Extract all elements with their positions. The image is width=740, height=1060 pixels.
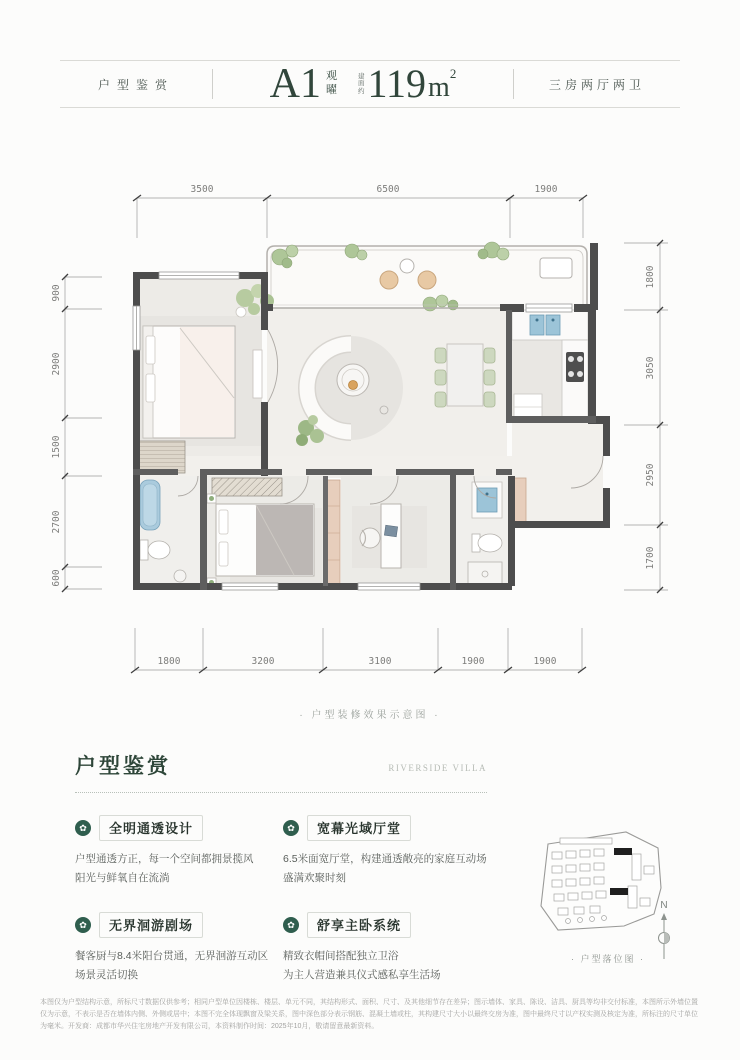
wardrobe-icon [327,480,340,586]
feature-item-2 [283,815,495,889]
feature-4-head [283,912,495,938]
dim-bottom-1: 1800 [157,656,181,667]
header-left-label: 户型鉴赏 [97,77,174,92]
feature-3-line1: 餐客厨与8.4米阳台贯通，无界洄游互动区 [75,949,269,962]
dining-furniture [435,344,495,407]
header-unit-info [213,63,513,105]
rosette-icon: ✿ [75,820,91,836]
dim-bottom-5: 1900 [533,656,557,667]
feature-4-line1: 精致衣帽间搭配独立卫浴 [283,949,399,962]
dim-right-4: 1700 [645,546,656,570]
dim-left-5: 600 [51,569,62,587]
highlighted-building [610,888,628,895]
dim-bottom-2: 3200 [251,656,275,667]
area-unit-letter: m [428,71,450,103]
feature-item-3 [75,912,280,986]
section-subtitle: RIVERSIDE VILLA [388,763,487,773]
header-right-label: 三房两厅两卫 [548,77,645,92]
dim-right-2: 3050 [645,356,656,380]
dim-right-1: 1800 [645,265,656,289]
area-prefix-char2: 面 [358,80,365,88]
dim-top-3: 1900 [534,184,558,195]
compass-n-label: N [660,900,668,911]
feature-1-line2: 阳光与鲜氧自在流淌 [75,872,170,885]
disclaimer-text: 本图仅为户型结构示意，所标尺寸数据仅供参考；相同户型单位因楼栋、楼层、单元不同，其结构形式、面积、尺寸、及其他细节存在差异；图示墙体、家具、陈设、洁具、厨具等均非交付标准，本图所示外墙位置仅为示意，不表示是否在墙体内侧、外侧或居中；本图不完全体现飘窗及梁关系，图中深色部分表示钢筋、混凝土墙或柱，其构建尺寸大小以最终交房为准，图中最终尺寸以产权实测及核定为准，所标注的尺寸单位为毫米。开发商：成都市华兴住宅房地产开发有限公司，本资料制作时间：2025年10月，敬请留意最新资料。 [40,999,698,1030]
area-unit [428,67,456,102]
feature-3-head [75,912,280,938]
feature-2-title: 宽幕光域厅堂 [307,815,411,841]
dim-top-1: 3500 [190,184,214,195]
rosette-icon: ✿ [283,917,299,933]
feature-item-4 [283,912,495,986]
dim-left-1: 900 [51,284,62,302]
rosette-icon: ✿ [75,917,91,933]
dim-left-4: 2700 [51,510,62,534]
feature-list [75,815,495,986]
area-prefix-char3: 约 [358,87,365,95]
feature-item-1 [75,815,280,889]
unit-name-char2: 曜 [326,84,339,96]
feature-1-title: 全明通透设计 [99,815,203,841]
area-unit-sup: 2 [449,65,457,81]
floorplan-caption: · 户型装修效果示意图 · [299,710,441,721]
compass-icon [650,911,678,963]
section-head [75,750,487,793]
feature-3-title: 无界洄游剧场 [99,912,203,938]
feature-3-line2: 场景灵活切换 [75,969,138,982]
feature-4-title: 舒享主卧系统 [307,912,411,938]
dim-bottom-3: 3100 [368,656,392,667]
feature-2-line1: 6.5米面宽厅堂，构建通透敞亮的家庭互动场 [283,853,487,865]
feature-4-line2: 为主人营造兼具仪式感私享生活场 [283,969,441,982]
siteplan-caption: · 户型落位图 · [571,954,645,964]
dim-right-3: 2950 [645,463,656,487]
section-title: 户型鉴赏 [75,754,171,778]
feature-1-line1: 户型通透方正，每一个空间都拥景揽风 [75,853,254,865]
feature-3-text [75,947,280,986]
area-prefix-char1: 建 [358,72,365,80]
study-furniture [352,504,427,568]
header-bar [60,60,680,108]
dim-left-2: 2900 [51,352,62,376]
unit-name-char1: 观 [326,70,339,83]
highlighted-building [614,848,632,855]
dim-top-2: 6500 [376,184,400,195]
area-value: 119 [367,61,427,106]
compass [650,900,678,968]
dim-bottom-4: 1900 [461,656,485,667]
area-prefix [358,73,365,95]
unit-code: A1 [269,61,322,107]
feature-2-head [283,815,495,841]
dim-left-3: 1500 [51,435,62,459]
feature-4-text [283,947,495,986]
floorplan-svg [40,158,700,682]
unit-name [326,70,338,98]
floorplan [40,158,700,682]
rosette-icon: ✿ [283,820,299,836]
feature-1-head [75,815,280,841]
feature-2-line2: 盛满欢聚时刻 [283,872,346,885]
feature-2-text [283,850,495,889]
feature-1-text [75,850,280,889]
